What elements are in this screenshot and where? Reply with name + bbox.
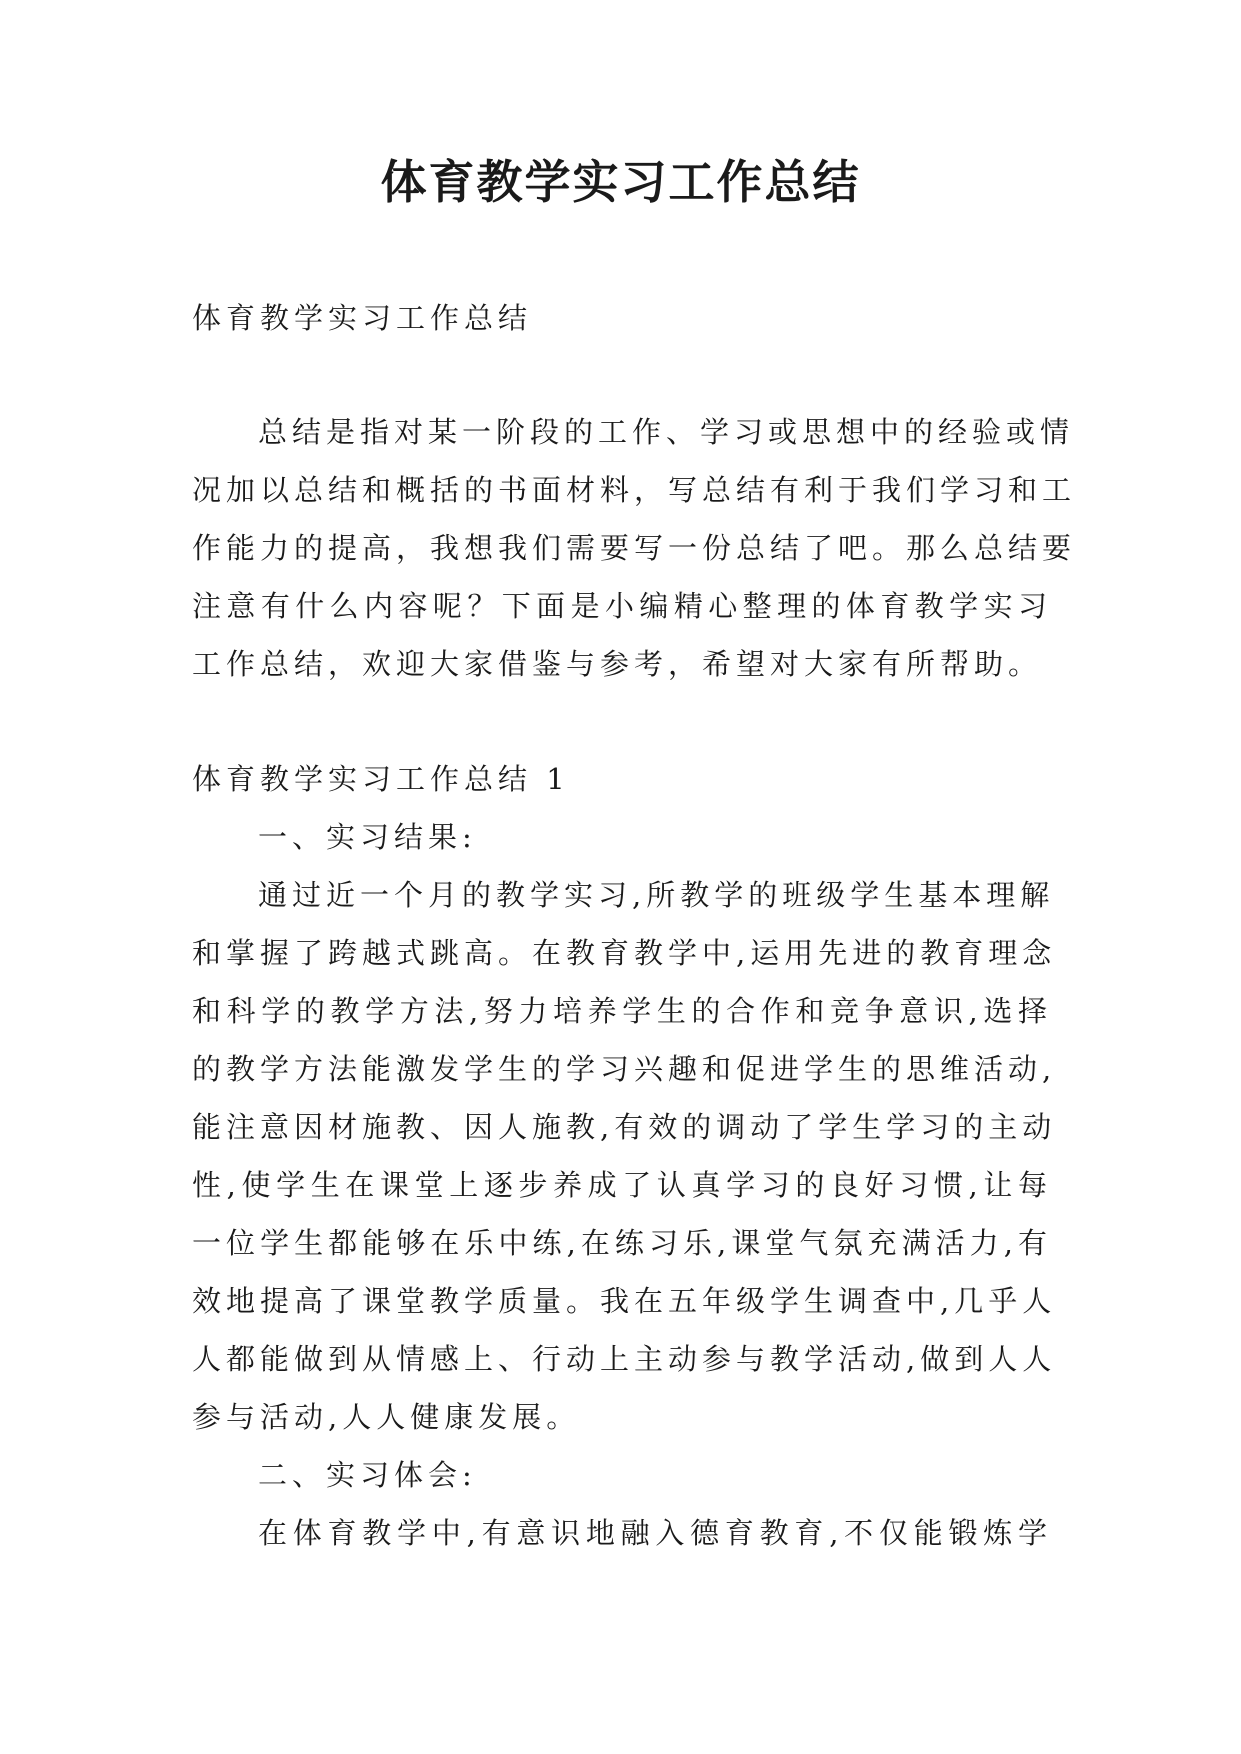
intro-line: 况加以总结和概括的书面材料，写总结有利于我们学习和工 [192,473,1077,507]
results-line: 能注意因材施教、因人施教,有效的调动了学生学习的主动 [192,1110,1057,1144]
part-heading-results: 一、实习结果: [258,820,477,854]
document-subtitle [192,289,1052,347]
results-line: 一位学生都能够在乐中练,在练习乐,课堂气氛充满活力,有 [192,1226,1052,1260]
results-line: 性,使学生在课堂上逐步养成了认真学习的良好习惯,让每 [192,1168,1052,1202]
results-line: 的教学方法能激发学生的学习兴趣和促进学生的思维活动, [192,1052,1057,1086]
results-line: 和掌握了跨越式跳高。在教育教学中,运用先进的教育理念 [192,936,1057,970]
intro-line: 总结是指对某一阶段的工作、学习或思想中的经验或情 [258,415,1075,449]
experience-line: 在体育教学中,有意识地融入德育教育,不仅能锻炼学 [258,1516,1052,1550]
part-heading-experience: 二、实习体会: [258,1458,477,1492]
intro-line: 工作总结，欢迎大家借鉴与参考，希望对大家有所帮助。 [192,647,1043,681]
intro-line: 注意有什么内容呢？下面是小编精心整理的体育教学实习 [192,589,1052,623]
subtitle-line: 体育教学实习工作总结 [192,301,533,335]
results-line: 通过近一个月的教学实习,所教学的班级学生基本理解 [258,878,1055,912]
section-1 [192,750,1057,1562]
results-line: 参与活动,人人健康发展。 [192,1400,581,1434]
results-line: 和科学的教学方法,努力培养学生的合作和竞争意识,选择 [192,994,1052,1028]
intro-line: 作能力的提高，我想我们需要写一份总结了吧。那么总结要 [192,531,1077,565]
results-line: 效地提高了课堂教学质量。我在五年级学生调查中,几乎人 [192,1284,1057,1318]
results-line: 人都能做到从情感上、行动上主动参与教学活动,做到人人 [192,1342,1057,1376]
section-heading: 体育教学实习工作总结 1 [192,762,570,796]
intro-paragraph [192,403,1077,693]
document-title: 体育教学实习工作总结 [380,155,861,209]
